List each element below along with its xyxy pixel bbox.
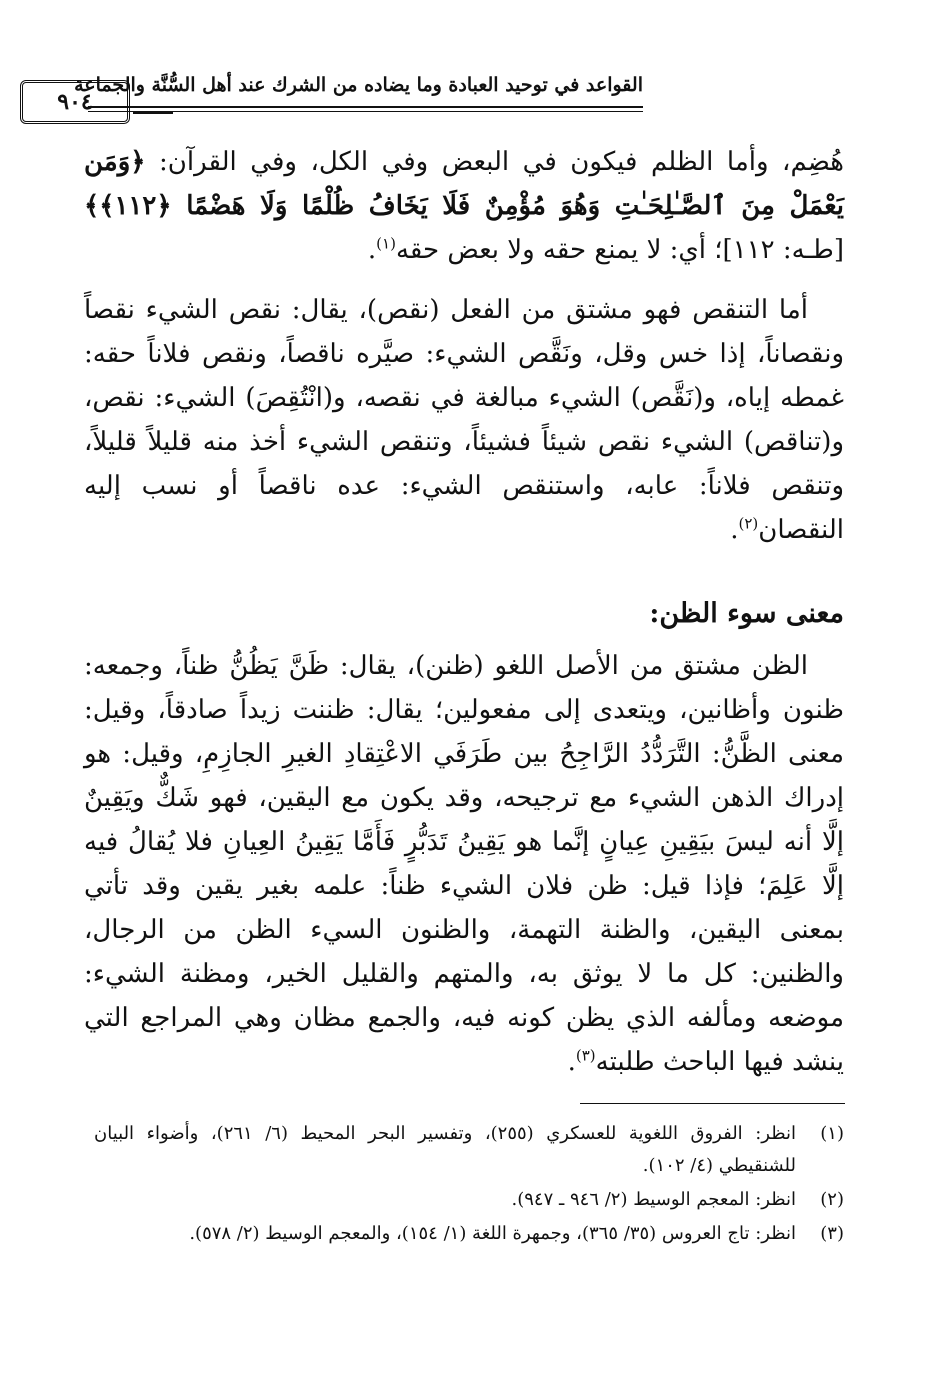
paragraph-text: [طـه: ١١٢]؛ أي: لا يمنع حقه ولا بعض حقه [395,235,844,265]
paragraph-zulm [84,140,844,272]
footnote-ref-1[interactable]: (١) [376,234,396,253]
running-title: القواعد في توحيد العبادة وما يضاده من الشرك عند أهل السُّنَّة والجماعة [74,74,643,96]
footnote-ref-3[interactable]: (٣) [575,1046,596,1065]
footnote-number: (١) [820,1123,844,1144]
footnote-item [94,1118,844,1182]
footnote-item [94,1184,844,1216]
paragraph-end: . [567,1047,576,1077]
page-number: ٩٠٤ [57,89,93,115]
footnote-separator [580,1103,845,1104]
page-number-box [20,80,130,124]
footnote-text: انظر: المعجم الوسيط (٢/ ٩٤٦ ـ ٩٤٧). [511,1189,796,1210]
page-header [57,70,848,130]
footnote-text: انظر: الفروق اللغوية للعسكري (٢٥٥)، وتفسير البحر المحيط (٦/ ٢٦١)، وأضواء البيان للشنقيطي (٤/ ١٠٢). [94,1123,796,1176]
paragraph-end: . [367,235,377,265]
paragraph-tanaqqus [84,288,844,552]
paragraph-text: هُضِم، وأما الظلم فيكون في البعض وفي الكل، وفي القرآن: [145,147,844,177]
paragraph-zann [84,644,844,1084]
folio-connector [133,112,173,114]
footnote-text: انظر: تاج العروس (٣٥/ ٣٦٥)، وجمهرة اللغة (١/ ١٥٤)، والمعجم الوسيط (٢/ ٥٧٨). [189,1223,796,1244]
paragraph-text: الظن مشتق من الأصل اللغو (ظنن)، يقال: ظَنَّ يَظُنُّ ظناً، وجمعه: ظنون وأظانين، ويتعدى إلى مفعولين؛ يقال: ظننت زيداً صادقاً، وقيل: معنى الظَّنُّ: التَّرَدُّدُ الرَّاجِحُ بين طَرَفَي الاعْتِقادِ الغيرِ الجازِمِ، وقيل: هو إدراك الذهن الشيء مع ترجيحه، وقد يكون مع اليقين، فهو شَكٌّ ويَقِينٌ إلَّا أنه ليسَ بيَقِينِ عِيانٍ إنَّما هو يَقِينُ تَدَبُّرٍ فَأَمَّا يَقِينُ العِيانِ فلا يُقالُ فيه إلَّا عَلِمَ؛ فإذا قيل: ظن فلان الشيء ظناً: علمه بغير يقين وقد تأتي بمعنى اليقين، والظنة التهمة، والظنون السيء الظن من الرجال، والظنين: كل ما لا يوثق به، والمتهم والقليل الخير، ومظنة الشيء: موضعه ومألفه الذي يظن كونه فيه، والجمع مظان وهي المراجع التي ينشد فيها الباحث طلبته [84,651,845,1077]
paragraph-text: أما التنقص فهو مشتق من الفعل (نقص)، يقال: نقص الشيء نقصاً ونقصاناً، إذا خس وقل، ونَقَّص الشيء: صيَّره ناقصاً، ونقص فلاناً حقه: غمطه إياه، و(نَقَّص) الشيء مبالغة في نقصه، و(انْتُقِصَ) الشيء: نقص، و(تناقص) الشيء نقص شيئاً فشيئاً، وتنقص الشيء أخذ منه قليلاً قليلاً، وتنقص فلاناً: عابه، واستنقص الشيء: عده ناقصاً أو نسب إليه النقصان [84,295,844,545]
footnote-number: (٢) [820,1189,844,1210]
paragraph-end: . [730,515,739,545]
footnote-number: (٣) [820,1223,844,1244]
main-text [84,140,844,1100]
footnote-item [94,1218,844,1250]
quran-verse: ﴿وَمَن يَعْمَلْ مِنَ ٱلصَّـٰلِحَـٰتِ وَهُوَ مُؤْمِنٌ فَلَا يَخَافُ ظُلْمًا وَلَا هَضْمًا ﴿١١٢﴾﴾ [84,147,844,221]
footnote-ref-2[interactable]: (٢) [738,514,759,533]
footnotes [94,1118,844,1252]
section-heading: معنى سوء الظن: [649,598,844,629]
header-rule [88,106,643,108]
